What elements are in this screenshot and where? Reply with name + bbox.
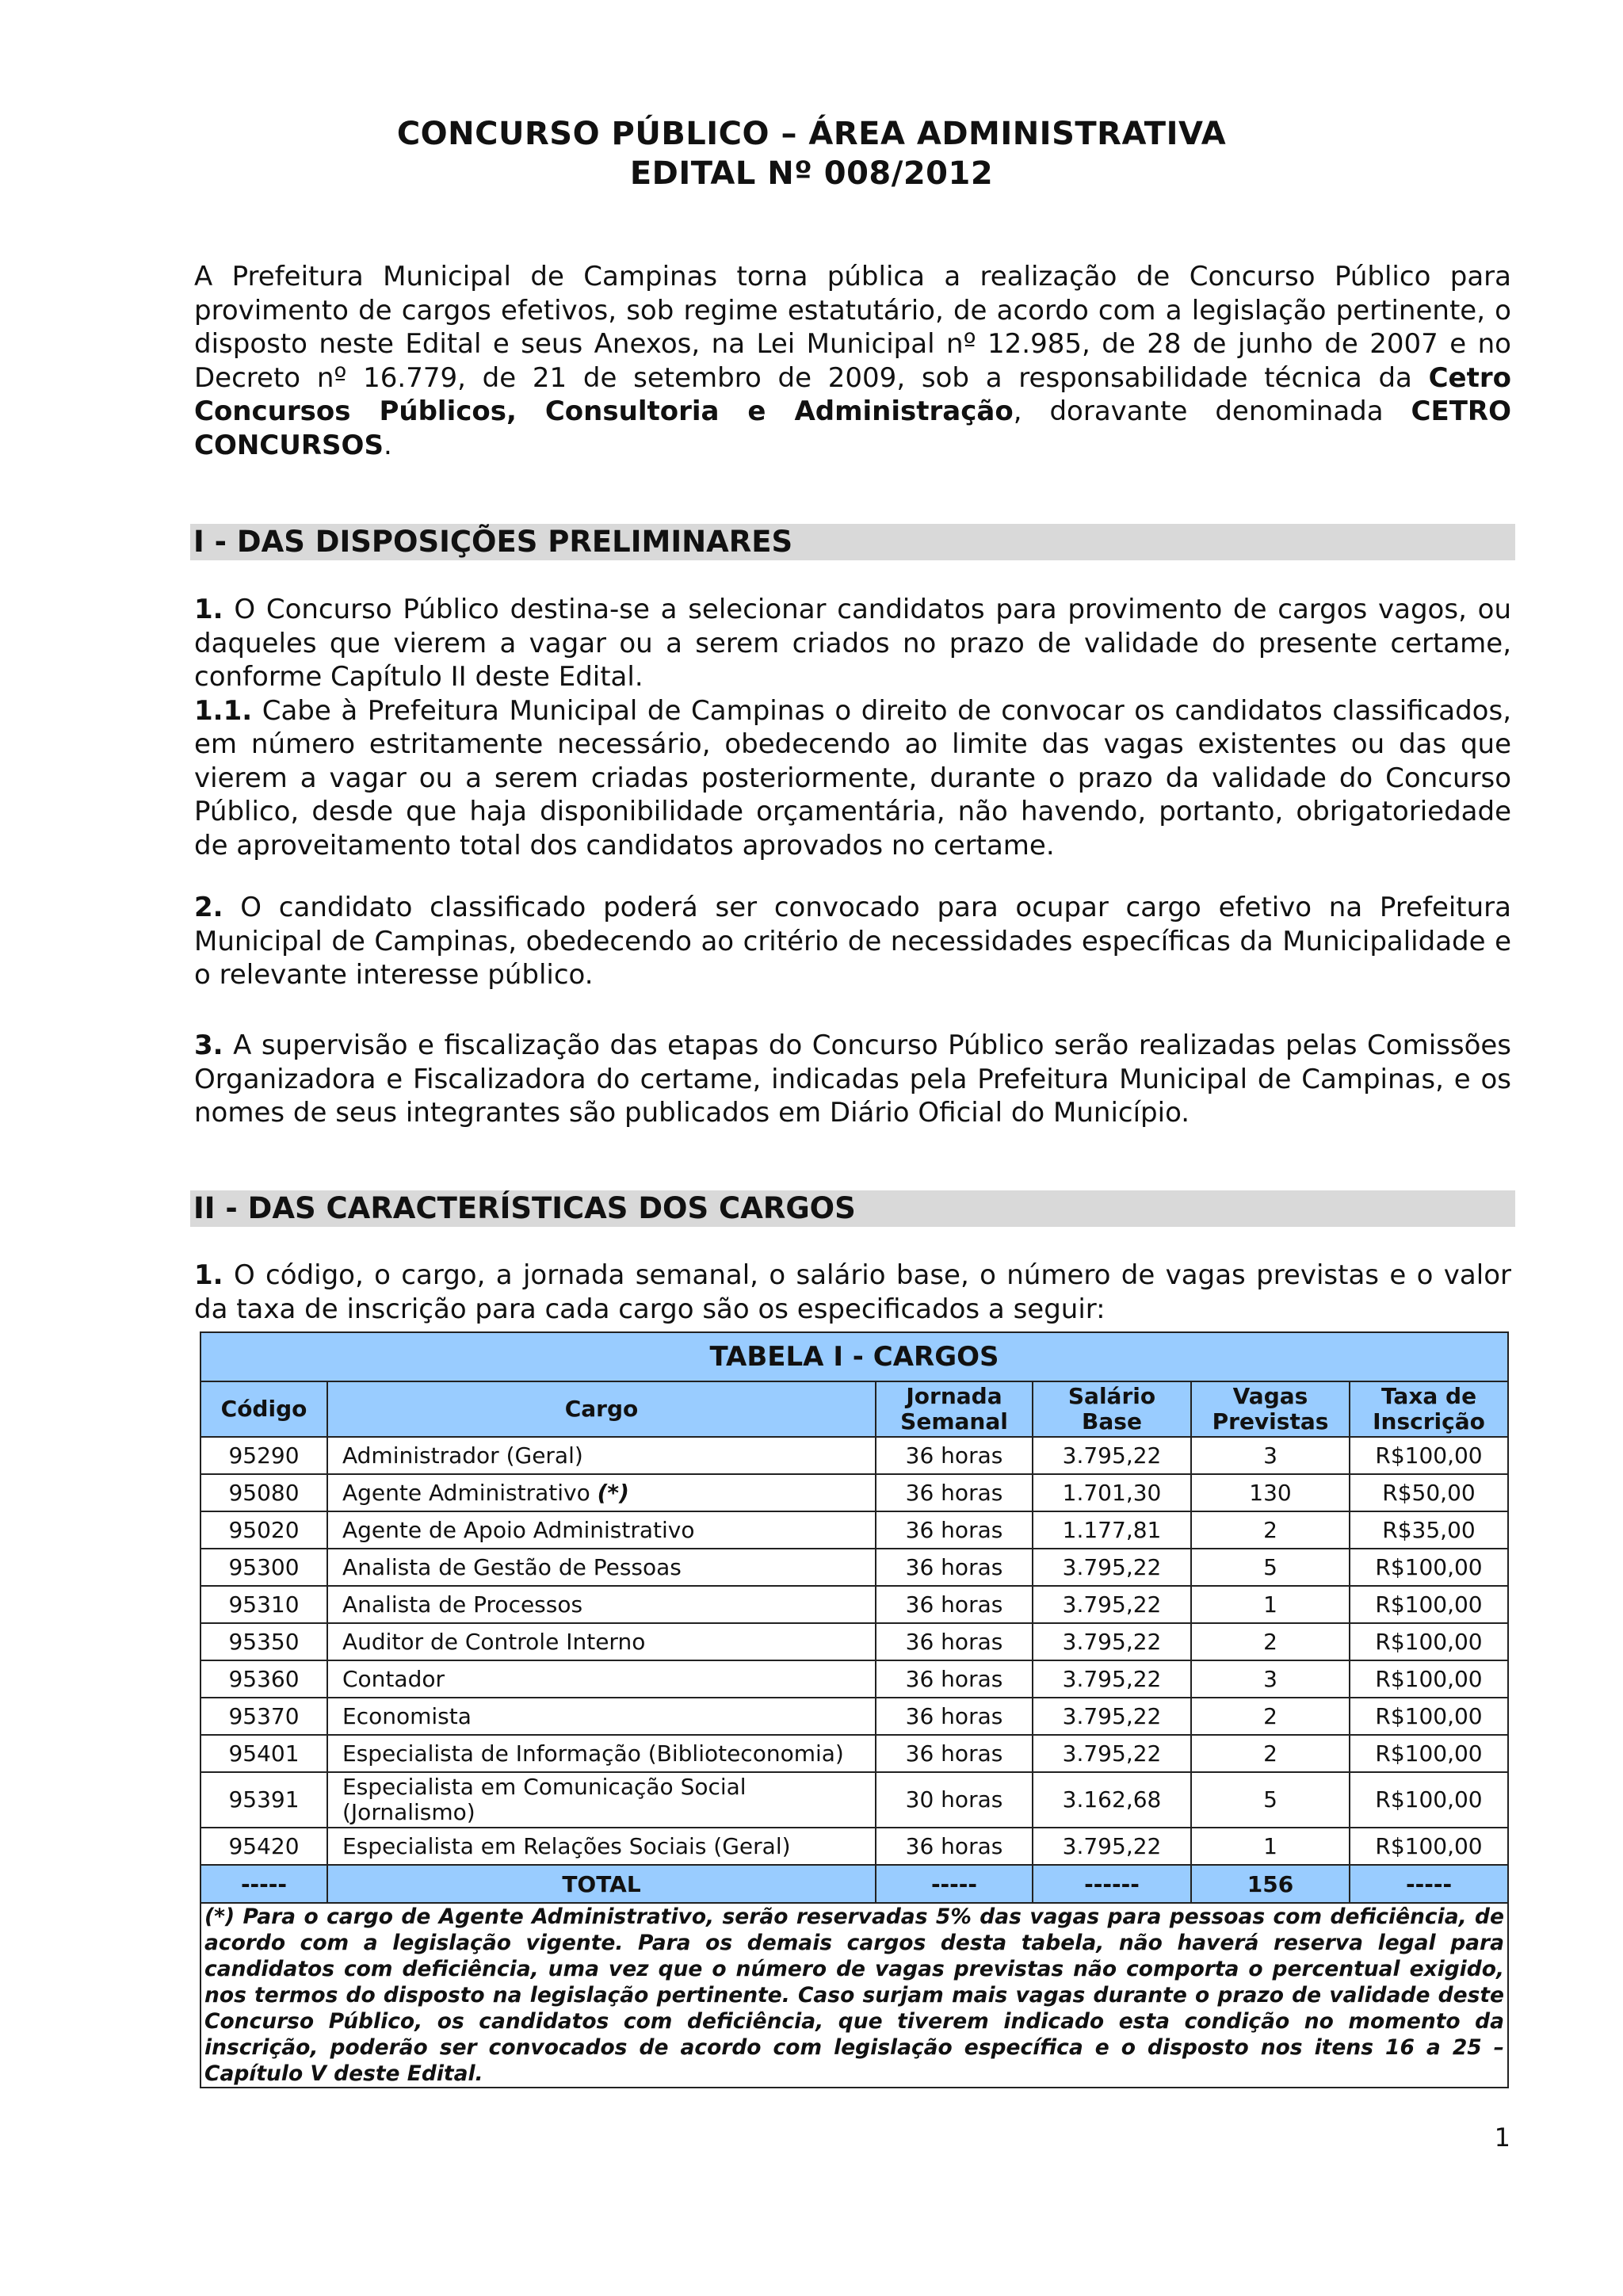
- table-row: 95310 Analista de Processos 36 horas 3.795,22 1 R$100,00: [200, 1586, 1508, 1623]
- header-codigo: Código: [200, 1381, 327, 1437]
- header-vagas: Vagas Previstas: [1191, 1381, 1350, 1437]
- table-row: 95350 Auditor de Controle Interno 36 horas 3.795,22 2 R$100,00: [200, 1623, 1508, 1660]
- cargos-table: [200, 1331, 1509, 2088]
- footnote-mark: (*): [597, 1480, 629, 1506]
- edital-number: EDITAL Nº 008/2012: [629, 155, 994, 192]
- company-name: Cetro Concursos Públicos, Consultoria e Administração: [194, 361, 1511, 427]
- section2-item1: 1. O código, o cargo, a jornada semanal, o salário base, o número de vagas previstas e o valor da taxa de inscrição para cada cargo são os especificados a seguir:: [194, 1259, 1511, 1325]
- header-taxa: Taxa de Inscrição: [1350, 1381, 1508, 1437]
- table-row: 95370 Economista 36 horas 3.795,22 2 R$100,00: [200, 1698, 1508, 1735]
- table-footnote: (*) Para o cargo de Agente Administrativo, serão reservadas 5% das vagas para pessoas com deficiência, de acordo com a legislação vigente. Para os demais cargos desta tabela, não haverá reserva legal para candidatos com deficiência, uma vez que o número de vagas previstas não comporta o percentual exigido, nos termos do disposto na legislação pertinente. Caso surjam mais vagas durante o prazo de validade deste Concurso Público, os candidatos com deficiência, que tiverem indicado esta condição no momento da inscrição, poderão ser convocados de acordo com legislação específica e o disposto nos itens 16 a 25 – Capítulo V deste Edital.: [200, 1903, 1508, 2088]
- table-header-row: [200, 1381, 1508, 1437]
- table-row: 95300 Analista de Gestão de Pessoas 36 horas 3.795,22 5 R$100,00: [200, 1549, 1508, 1586]
- section-heading-2: II - DAS CARACTERÍSTICAS DOS CARGOS: [190, 1190, 1515, 1227]
- cargos-table-wrapper: [200, 1331, 1507, 2088]
- header-salario: Salário Base: [1033, 1381, 1191, 1437]
- section1-item1: 1. O Concurso Público destina-se a selecionar candidatos para provimento de cargos vagos, ou daqueles que vierem a vagar ou a serem criados no prazo de validade do presente certame, conforme Capítulo II deste Edital. 1.1. Cabe à Prefeitura Municipal de Campinas o direito de convocar os candidatos classificados, em número estritamente necessário, obedecendo ao limite das vagas existentes ou das que vierem a vagar ou a serem criadas posteriormente, durante o prazo da validade do Concurso Público, desde que haja disponibilidade orçamentária, não havendo, portanto, obrigatoriedade de aproveitamento total dos candidatos aprovados no certame.: [194, 594, 1511, 861]
- intro-paragraph: A Prefeitura Municipal de Campinas torna pública a realização de Concurso Público para provimento de cargos efetivos, sob regime estatutário, de acordo com a legislação pertinente, o disposto neste Edital e seus Anexos, na Lei Municipal nº 12.985, de 28 de junho de 2007 e no Decreto nº 16.779, de 21 de setembro de 2009, sob a responsabilidade técnica da Cetro Concursos Públicos, Consultoria e Administração, doravante denominada CETRO CONCURSOS.: [194, 261, 1511, 461]
- total-vagas: 156: [1191, 1865, 1350, 1903]
- table-total-row: ----- TOTAL ----- ------ 156 -----: [200, 1865, 1508, 1903]
- table-row: 95290 Administrador (Geral) 36 horas 3.795,22 3 R$100,00: [200, 1437, 1508, 1474]
- page-number: 1: [1494, 2122, 1510, 2153]
- document-title: CONCURSO PÚBLICO – ÁREA ADMINISTRATIVA: [396, 116, 1227, 152]
- table-row: 95360 Contador 36 horas 3.795,22 3 R$100,00: [200, 1660, 1508, 1698]
- company-short-name: CETRO CONCURSOS: [194, 395, 1511, 461]
- table-row: 95080 Agente Administrativo (*) 36 horas 1.701,30 130 R$50,00: [200, 1474, 1508, 1511]
- table-note-row: [200, 1903, 1508, 2088]
- table-row: 95391 Especialista em Comunicação Social (Jornalismo) 30 horas 3.162,68 5 R$100,00: [200, 1772, 1508, 1828]
- header-cargo: Cargo: [327, 1381, 876, 1437]
- total-label: TOTAL: [327, 1865, 876, 1903]
- table-row: 95401 Especialista de Informação (Biblioteconomia) 36 horas 3.795,22 2 R$100,00: [200, 1735, 1508, 1772]
- table-title: TABELA I - CARGOS: [200, 1332, 1508, 1381]
- section1-item2: 2. O candidato classificado poderá ser convocado para ocupar cargo efetivo na Prefeitura Municipal de Campinas, obedecendo ao critério de necessidades específicas da Municipalidade e o relevante interesse público.: [194, 892, 1511, 991]
- header-jornada: Jornada Semanal: [876, 1381, 1033, 1437]
- section1-item3: 3. A supervisão e fiscalização das etapas do Concurso Público serão realizadas pelas Comissões Organizadora e Fiscalizadora do certame, indicadas pela Prefeitura Municipal de Campinas, e os nomes de seus integrantes são publicados em Diário Oficial do Município.: [194, 1030, 1511, 1129]
- table-title-row: [200, 1332, 1508, 1381]
- table-row: 95420 Especialista em Relações Sociais (Geral) 36 horas 3.795,22 1 R$100,00: [200, 1828, 1508, 1865]
- section-heading-1: I - DAS DISPOSIÇÕES PRELIMINARES: [190, 524, 1515, 560]
- table-row: 95020 Agente de Apoio Administrativo 36 horas 1.177,81 2 R$35,00: [200, 1511, 1508, 1549]
